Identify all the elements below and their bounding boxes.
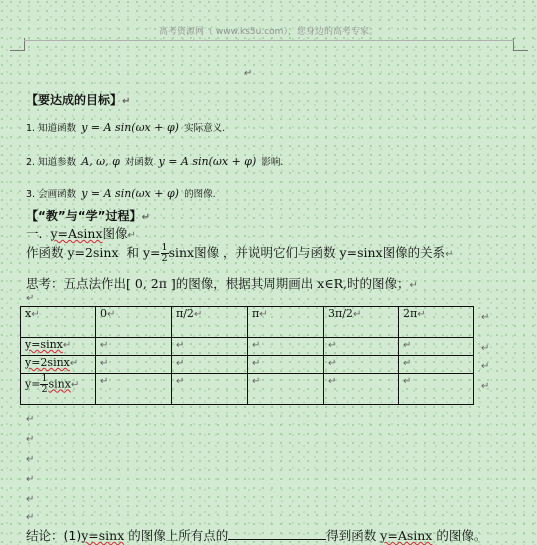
goal-item-2 [26, 150, 283, 169]
table-cell[interactable]: ↵ [324, 374, 399, 405]
think-middle: 的图像，根据其周期画出 [175, 276, 314, 291]
task-prefix: 作函数 [26, 245, 64, 260]
task-suffix: 图像的关系 [382, 245, 446, 260]
table-cell[interactable]: ↵ [172, 374, 248, 405]
goal-3-suffix: 的图像. [184, 189, 216, 200]
table-header-x: x↵ [21, 307, 96, 338]
fraction-numerator: 1 [161, 242, 168, 253]
task-function-3: y=sinx [339, 245, 383, 260]
paragraph-mark: ↵ [26, 434, 35, 445]
conclusion-line [26, 526, 486, 544]
table-cell[interactable]: ↵ [96, 338, 172, 356]
task-line [26, 243, 454, 264]
part1-function: y=Asinx [50, 226, 103, 241]
goal-item-1 [26, 116, 225, 135]
table-cell[interactable]: ↵ [399, 356, 474, 374]
think-interval: [ 0, 2π ] [126, 276, 176, 291]
paragraph-mark: ↵ [445, 249, 454, 260]
table-cell[interactable]: ↵ [324, 356, 399, 374]
value-table [20, 306, 474, 405]
fraction-denominator: 2 [161, 253, 168, 264]
paragraph-mark: ↵ [26, 494, 35, 505]
table-cell[interactable]: ↵ [248, 338, 324, 356]
row-label-half-sinx: y= $\frac{1}{2}$ sinx↵ [21, 374, 96, 405]
paragraph-mark: ↵ [481, 361, 490, 372]
task-and: 和 [126, 245, 139, 260]
task-function-1: y=2sinx [67, 245, 119, 260]
paragraph-mark: ↵ [481, 312, 490, 323]
goal-1-suffix: 实际意义. [184, 123, 226, 134]
task-function-2-prefix: y= [142, 245, 161, 260]
page-header: 高考资源网（ www.ks5u.com），您身边的高考专家。 [159, 27, 378, 37]
table-cell[interactable]: ↵ [324, 338, 399, 356]
table-header-3pi-half: 3π/2↵ [324, 307, 399, 338]
table-cell[interactable]: ↵ [96, 356, 172, 374]
table-row [21, 374, 474, 405]
margin-corner-left [10, 38, 25, 51]
row-label-sinx: y=sinx↵ [21, 338, 96, 356]
header-rule [24, 40, 514, 41]
paragraph-mark: ↵ [127, 230, 136, 241]
table-cell[interactable]: ↵ [248, 356, 324, 374]
margin-corner-right [513, 38, 528, 51]
goals-title [26, 91, 130, 108]
table-cell[interactable]: ↵ [399, 338, 474, 356]
process-title-text: 【“教”与“学”过程】 [26, 209, 142, 223]
think-line [26, 274, 418, 292]
answer-blank[interactable] [228, 527, 326, 540]
conclusion-middle: 的图像上所有点的 [128, 528, 229, 543]
goal-item-3 [26, 182, 216, 201]
part1-suffix: 图像 [102, 226, 128, 241]
paragraph-mark: ↵ [122, 96, 131, 107]
paragraph-mark: ↵ [141, 212, 150, 223]
goals-title-text: 【要达成的目标】 [26, 93, 123, 107]
paragraph-mark: ↵ [26, 293, 35, 304]
table-header-2pi: 2π↵ [399, 307, 474, 338]
conclusion-prefix: 结论：(1) [26, 528, 82, 543]
goal-2-prefix: 2. 知道参数 [26, 157, 77, 168]
paragraph-mark: ↵ [26, 512, 35, 523]
goal-2-mid: 对函数 [124, 157, 154, 168]
conclusion-post: 得到函数 [326, 528, 377, 543]
table-header-pi-half: π/2↵ [172, 307, 248, 338]
goal-3-formula: y = A sin(ωx + φ) [81, 187, 179, 200]
conclusion-function-2: y=Asinx [380, 528, 433, 543]
task-middle: 图像 ，并说明它们与函数 [194, 245, 336, 260]
paragraph-mark: ↵ [481, 343, 490, 354]
table-row [21, 338, 474, 356]
table-cell[interactable]: ↵ [172, 356, 248, 374]
goal-1-formula: y = A sin(ωx + φ) [81, 121, 179, 134]
paragraph-mark: ↵ [244, 68, 253, 79]
conclusion-function-1: y=sinx [81, 528, 125, 543]
paragraph-mark: ↵ [26, 474, 35, 485]
goal-2-formula: y = A sin(ωx + φ) [158, 155, 257, 168]
task-function-2-suffix: sinx [168, 245, 195, 260]
goal-2-suffix: 影响. [261, 157, 284, 168]
goal-1-prefix: 1. 知道函数 [26, 123, 77, 134]
process-title [26, 207, 150, 224]
conclusion-suffix: 的图像。 [436, 528, 487, 543]
think-suffix: 时的图像； [346, 276, 410, 291]
table-row [21, 356, 474, 374]
table-header-pi: π↵ [248, 307, 324, 338]
table-header-row [21, 307, 474, 338]
table-cell[interactable]: ↵ [248, 374, 324, 405]
table-cell[interactable]: ↵ [399, 374, 474, 405]
table-cell[interactable]: ↵ [172, 338, 248, 356]
part1-heading [26, 224, 136, 242]
task-fraction [161, 243, 169, 264]
row-label-2sinx: y=2sinx↵ [21, 356, 96, 374]
goal-2-params: A, ω, φ [81, 155, 120, 168]
table-header-0: 0↵ [96, 307, 172, 338]
paragraph-mark: ↵ [26, 454, 35, 465]
paragraph-mark: ↵ [26, 414, 35, 425]
paragraph-mark: ↵ [481, 381, 490, 392]
paragraph-mark: ↵ [409, 280, 418, 291]
part1-number: 一. [26, 226, 43, 241]
think-condition: x∈R, [317, 276, 347, 291]
table-cell[interactable]: ↵ [96, 374, 172, 405]
think-prefix: 思考：五点法作出 [26, 276, 127, 291]
goal-3-prefix: 3. 会画函数 [26, 189, 77, 200]
